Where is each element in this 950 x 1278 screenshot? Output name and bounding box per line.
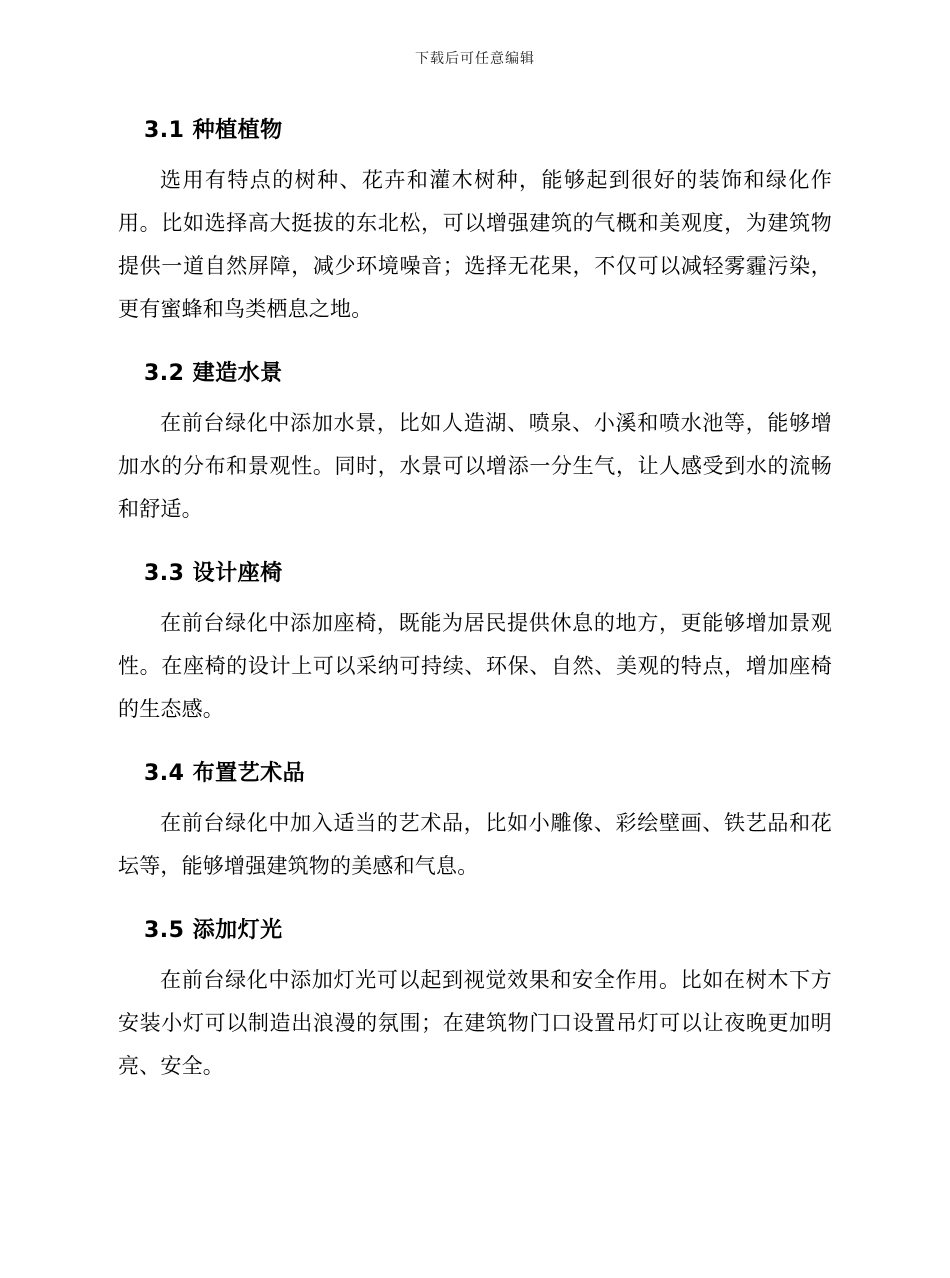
page-header-note: 下载后可任意编辑 xyxy=(415,51,535,67)
section-heading: 3.5 添加灯光 xyxy=(144,918,283,943)
section-paragraph: 在前台绿化中加入适当的艺术品，比如小雕像、彩绘壁画、铁艺品和花坛等，能够增强建筑物的美感和气息。 xyxy=(118,811,832,878)
section-paragraph: 在前台绿化中添加灯光可以起到视觉效果和安全作用。比如在树木下方安装小灯可以制造出浪漫的氛围；在建筑物门口设置吊灯可以让夜晚更加明亮、安全。 xyxy=(118,968,832,1078)
document-page xyxy=(0,48,950,1278)
section-paragraph: 在前台绿化中添加座椅，既能为居民提供休息的地方，更能够增加景观性。在座椅的设计上可以采纳可持续、环保、自然、美观的特点，增加座椅的生态感。 xyxy=(118,611,832,721)
section-paragraph: 在前台绿化中添加水景，比如人造湖、喷泉、小溪和喷水池等，能够增加水的分布和景观性。同时，水景可以增添一分生气，让人感受到水的流畅和舒适。 xyxy=(118,411,832,521)
section-3-3 xyxy=(118,557,832,731)
section-3-4 xyxy=(118,757,832,888)
document-body xyxy=(118,68,832,1088)
section-heading: 3.1 种植植物 xyxy=(144,118,283,143)
section-heading: 3.2 建造水景 xyxy=(144,361,283,386)
section-paragraph: 选用有特点的树种、花卉和灌木树种，能够起到很好的装饰和绿化作用。比如选择高大挺拔的东北松，可以增强建筑的气概和美观度，为建筑物提供一道自然屏障，减少环境噪音；选择无花果，不仅可以减轻雾霾污染，更有蜜蜂和鸟类栖息之地。 xyxy=(118,168,832,321)
section-3-5 xyxy=(118,914,832,1088)
section-3-1 xyxy=(118,114,832,331)
section-heading: 3.4 布置艺术品 xyxy=(144,761,306,786)
section-3-2 xyxy=(118,357,832,531)
section-heading: 3.3 设计座椅 xyxy=(144,561,283,586)
